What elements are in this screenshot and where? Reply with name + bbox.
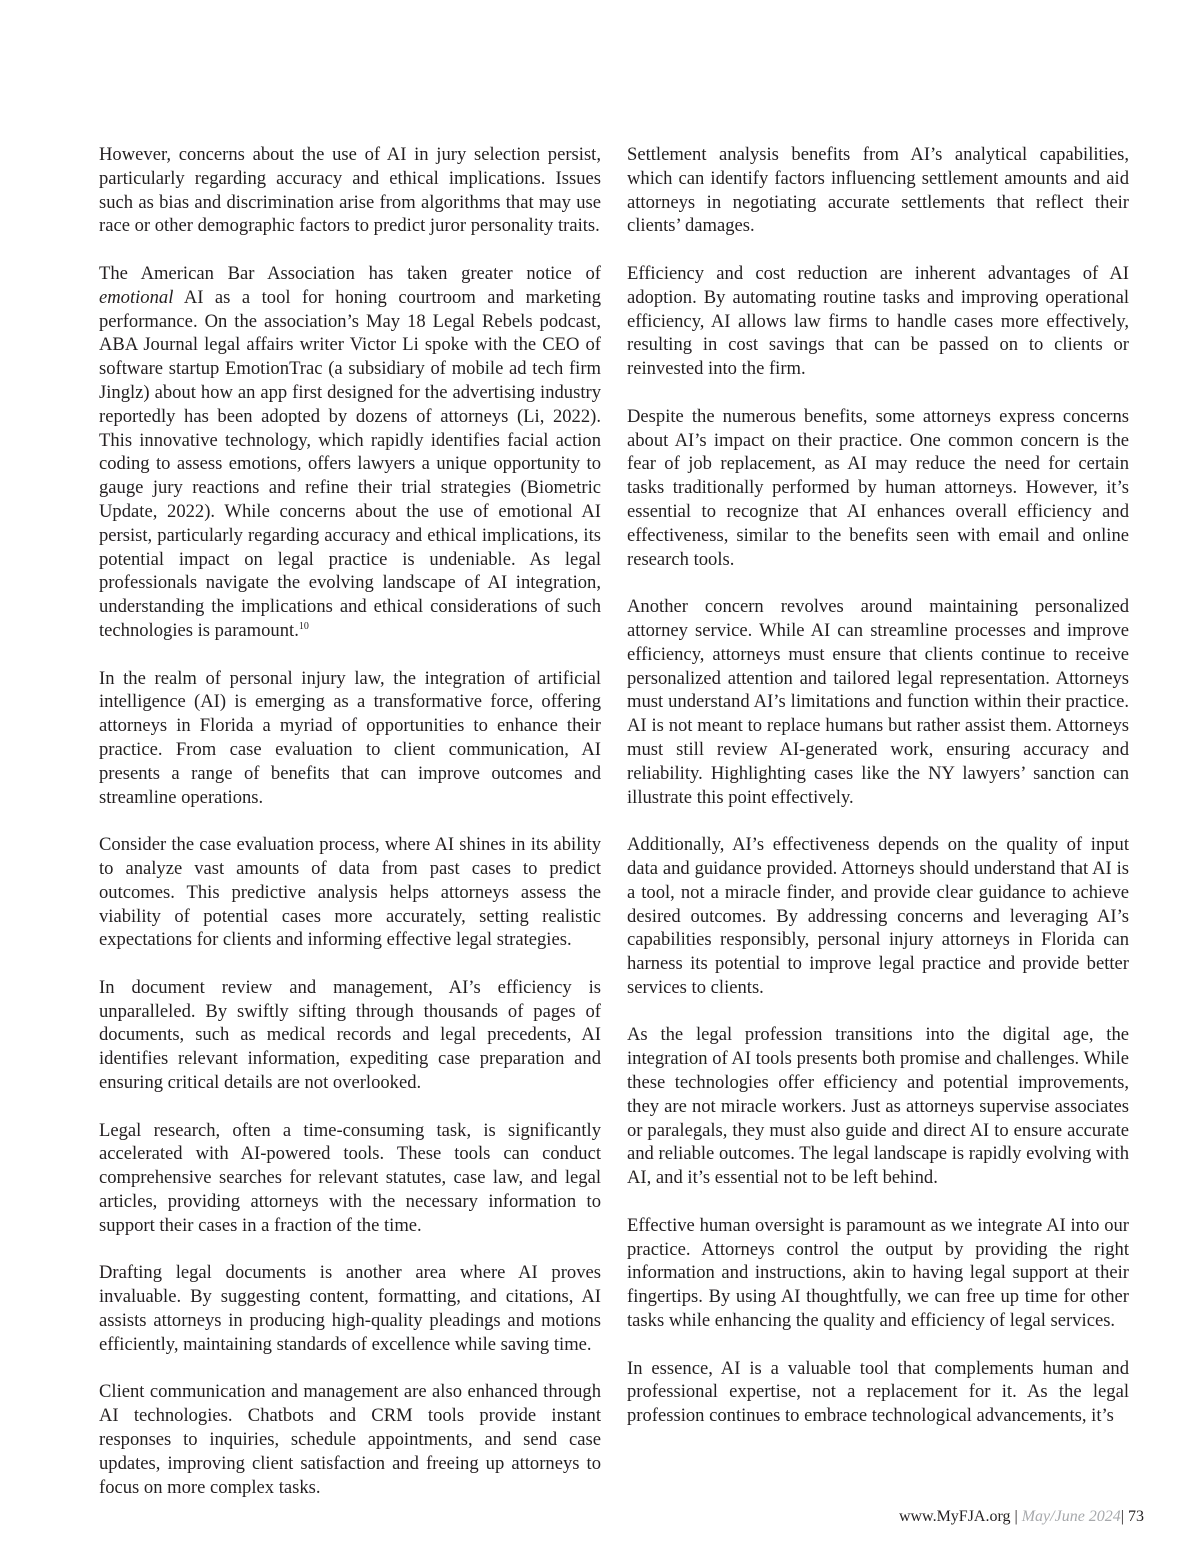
paragraph: Legal research, often a time-consuming task, is significantly accelerated with AI-powered tools. These tools can conduct comprehensive searches for relevant statutes, case law, and legal articles, providing attorneys with the necessary information to support their cases in a fraction of the time. — [99, 1119, 601, 1236]
footer-issue-date: May/June 2024 — [1021, 1508, 1121, 1525]
paragraph — [99, 262, 601, 643]
paragraph: Drafting legal documents is another area where AI proves invaluable. By suggesting content, formatting, and citations, AI assists attorneys in producing high-quality pleadings and motions efficiently, maintaining standards of excellence while saving time. — [99, 1262, 601, 1355]
paragraph: Additionally, AI’s effectiveness depends on the quality of input data and guidance provided. Attorneys should understand that AI is a tool, not a miracle finder, and provide clear guidance to achieve desired outcomes. By addressing concerns and leveraging AI’s capabilities responsibly, personal injury attorneys in Florida can harness its potential to improve legal practice and provide better services to clients. — [627, 834, 1129, 998]
paragraph: As the legal profession transitions into the digital age, the integration of AI tools presents both promise and challenges. While these technologies offer efficiency and potential improvements, they are not miracle workers. Just as attorneys supervise associates or paralegals, they must also guide and direct AI to ensure accurate and reliable outcomes. The legal landscape is rapidly evolving with AI, and it’s essential not to be left behind. — [627, 1024, 1129, 1189]
paragraph: Client communication and management are also enhanced through AI technologies. Chatbots and CRM tools provide instant responses to inquiries, schedule appointments, and send case updates, improving client satisfaction and freeing up attorneys to focus on more complex tasks. — [99, 1381, 601, 1498]
emphasis-text: emotional — [99, 286, 174, 308]
paragraph: Efficiency and cost reduction are inherent advantages of AI adoption. By automating routine tasks and improving operational efficiency, AI allows law firms to handle cases more effectively, resulting in cost savings that can be passed on to clients or reinvested into the firm. — [627, 262, 1129, 380]
paragraph: Despite the numerous benefits, some attorneys express concerns about AI’s impact on their practice. One common concern is the fear of job replacement, as AI may reduce the need for certain tasks traditionally performed by human attorneys. However, it’s essential to recognize that AI enhances overall efficiency and effectiveness, similar to the benefits seen with email and online research tools. — [627, 405, 1129, 570]
footer-website: www.MyFJA.org — [898, 1508, 1011, 1525]
footer-separator: | — [1120, 1508, 1124, 1525]
paragraph: Effective human oversight is paramount as we integrate AI into our practice. Attorneys control the output by providing the right information and instructions, akin to having legal support at their fingertips. By using AI thoughtfully, we can free up time for other tasks while enhancing the quality and efficiency of legal services. — [627, 1214, 1129, 1332]
paragraph: Consider the case evaluation process, where AI shines in its ability to analyze vast amounts of data from past cases to predict outcomes. This predictive analysis helps attorneys assess the viability of potential cases more accurately, setting realistic expectations for clients and informing effective legal strategies. — [99, 834, 601, 951]
paragraph: However, concerns about the use of AI in jury selection persist, particularly regarding accuracy and ethical implications. Issues such as bias and discrimination arise from algorithms that may use race or other demographic factors to predict juror personality traits. — [99, 144, 601, 237]
page-number: 73 — [1128, 1508, 1144, 1525]
footnote-marker: 10 — [298, 620, 309, 632]
paragraph: In the realm of personal injury law, the integration of artificial intelligence (AI) is emerging as a transformative force, offering attorneys in Florida a myriad of opportunities to enhance their practice. From case evaluation to client communication, AI presents a range of benefits that can improve outcomes and streamline operations. — [99, 667, 601, 808]
text-run: AI as a tool for honing courtroom and marketing performance. On the association’s May 18 Legal Rebels podcast, ABA Journal legal affairs writer Victor Li spoke with the CEO of software startup EmotionTrac (a subsidiary of mobile ad tech firm Jinglz) about how an app first designed for the advertising industry reportedly has been adopted by dozens of attorneys (Li, 2022). This innovative technology, which rapidly identifies facial action coding to assess emotions, offers lawyers a unique opportunity to gauge jury reactions and refine their trial strategies (Biometric Update, 2022). While concerns about the use of emotional AI persist, particularly regarding accuracy and ethical implications, its potential impact on legal practice is undeniable. As legal professionals navigate the evolving landscape of AI integration, understanding the implications and ethical considerations of such technologies is paramount. — [99, 286, 601, 641]
page-footer — [899, 1508, 1144, 1526]
right-column — [627, 143, 1129, 1428]
paragraph: In document review and management, AI’s efficiency is unparalleled. By swiftly sifting through thousands of pages of documents, such as medical records and legal precedents, AI identifies relevant information, expediting case preparation and ensuring critical details are not overlooked. — [99, 976, 601, 1094]
paragraph: Another concern revolves around maintaining personalized attorney service. While AI can streamline processes and improve efficiency, attorneys must ensure that clients continue to receive personalized attention and tailored legal representation. Attorneys must understand AI’s limitations and function within their practice. AI is not meant to replace humans but rather assist them. Attorneys must still review AI-generated work, ensuring accuracy and reliability. Highlighting cases like the NY lawyers’ sanction can illustrate this point effectively. — [627, 596, 1129, 808]
paragraph: In essence, AI is a valuable tool that complements human and professional expertise, not a replacement for it. As the legal profession continues to embrace technological advancements, it’s — [627, 1357, 1129, 1427]
footer-separator: | — [1014, 1508, 1018, 1525]
text-run: The American Bar Association has taken greater notice of — [99, 262, 601, 284]
paragraph: Settlement analysis benefits from AI’s analytical capabilities, which can identify factors influencing settlement amounts and aid attorneys in negotiating accurate settlements that reflect their clients’ damages. — [627, 144, 1129, 237]
left-column — [99, 143, 601, 1499]
